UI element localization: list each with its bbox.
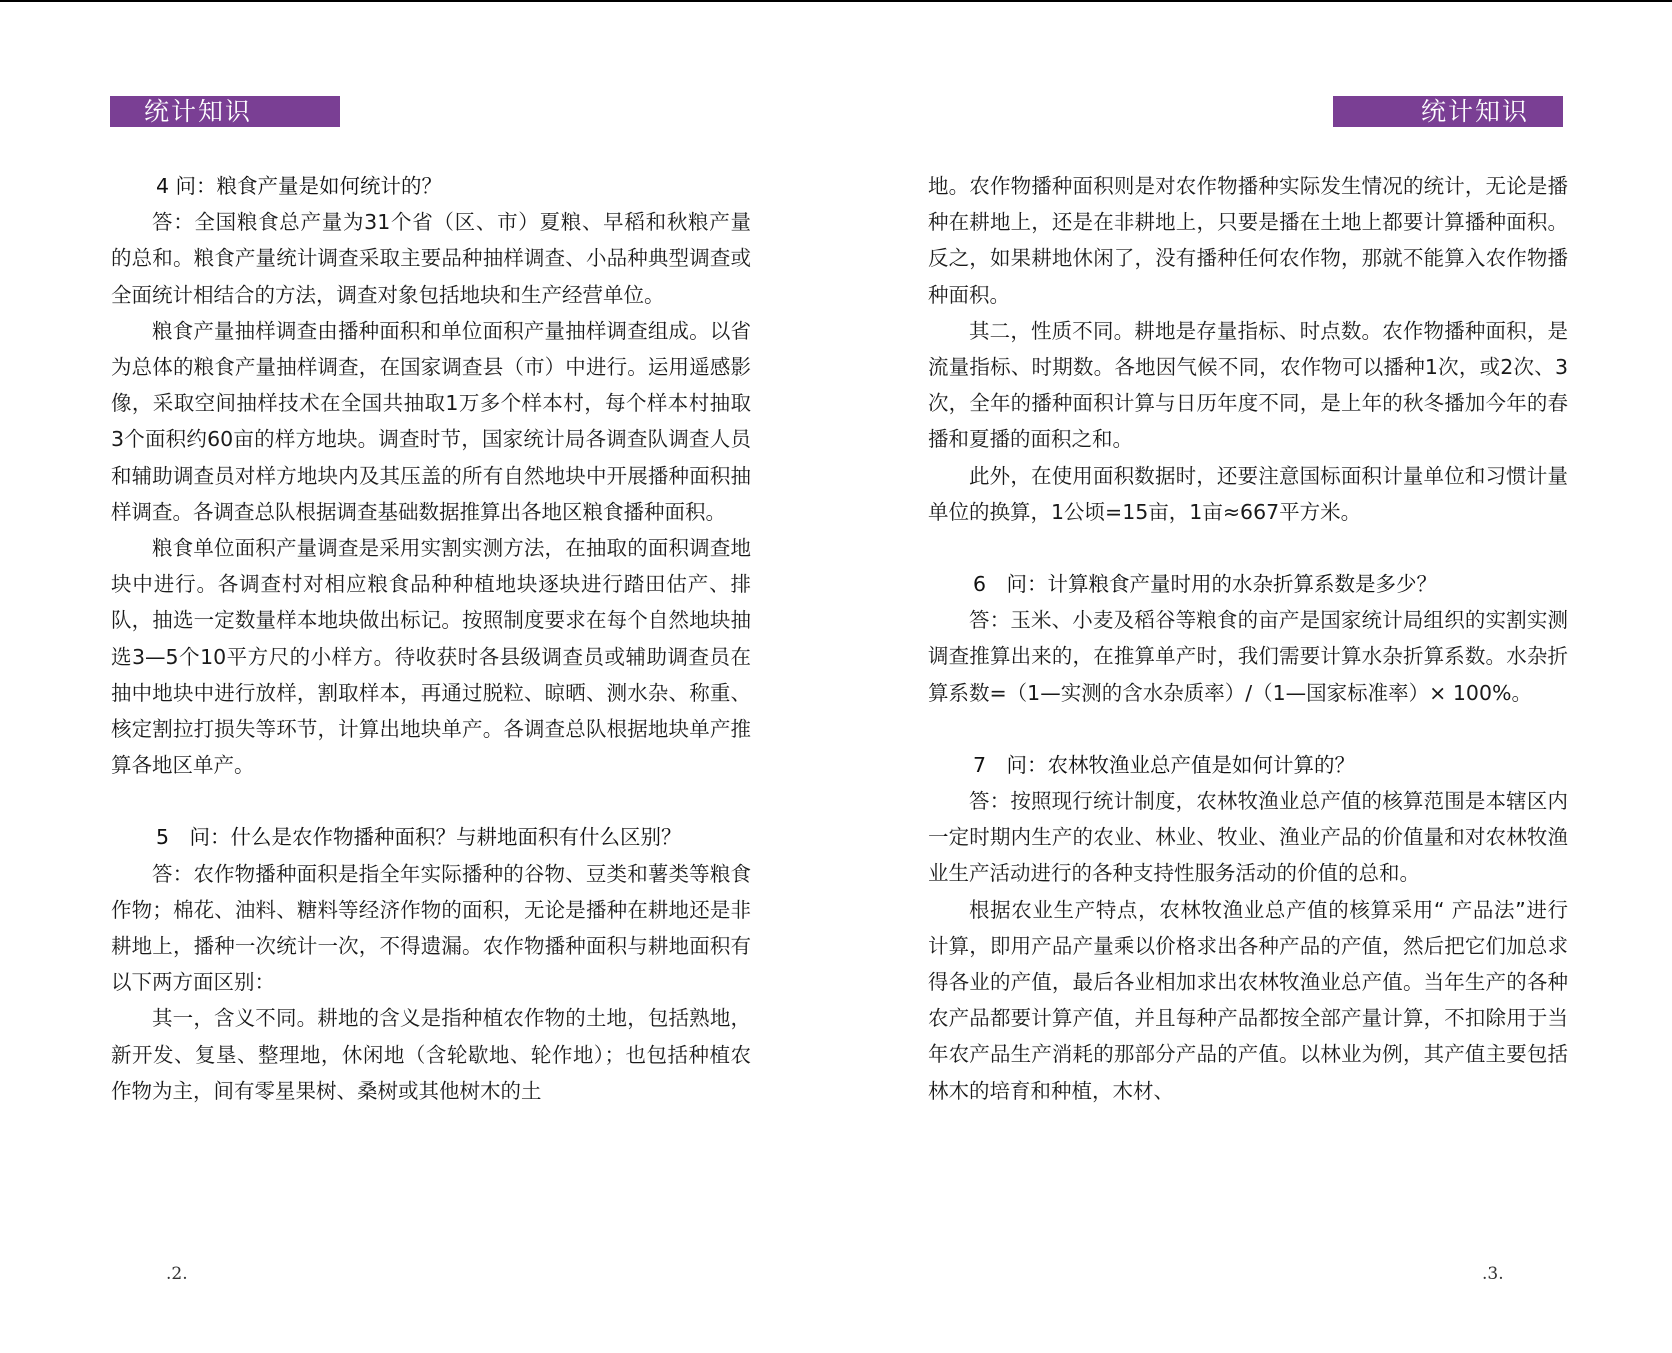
q5-paragraph-definition: 其一，含义不同。耕地的含义是指种植农作物的土地，包括熟地，新开发、复垦、整理地，休闲地（含轮歇地、轮作地）；也包括种植农作物为主，间有零星果树、桑树或其他树木的土: [111, 1006, 751, 1103]
question-5-heading: 5 问：什么是农作物播种面积？与耕地面积有什么区别？: [156, 825, 682, 850]
q4-paragraph-sampling: 粮食产量抽样调查由播种面积和单位面积产量抽样调查组成。以省为总体的粮食产量抽样调查，在国家调查县（市）中进行。运用遥感影像，采取空间抽样技术在全国共抽取1万多个样本村，每个样本村抽取3个面积约60亩的样方地块。调查时节，国家统计局各调查队调查人员和辅助调查员对样方地块内及其压盖的所有自然地块中开展播种面积抽样调查。各调查总队根据调查基础数据推算出各地区粮食播种面积。: [111, 318, 751, 524]
q4-paragraph-yield: 粮食单位面积产量调查是采用实割实测方法，在抽取的面积调查地块中进行。各调查村对相应粮食品种种植地块逐块进行踏田估产、排队，抽选一定数量样本地块做出标记。按照制度要求在每个自然地块抽选3—5个10平方尺的小样方。待收获时各县级调查员或辅助调查员在抽中地块中进行放样，割取样本，再通过脱粒、晾晒、测水杂、称重、核定割拉打损失等环节，计算出地块单产。各调查总队根据地块单产推算各地区单产。: [111, 536, 751, 778]
header-banner: 统计知识: [1333, 96, 1563, 127]
question-4-heading: 4 问：粮食产量是如何统计的？: [156, 174, 443, 198]
right-page-body: [928, 168, 1568, 1109]
question-6-heading: 6 问：计算粮食产量时用的水杂折算系数是多少？: [973, 572, 1438, 597]
q5-paragraph-nature: 其二，性质不同。耕地是存量指标、时点数。农作物播种面积，是流量指标、时期数。各地因气候不同，农作物可以播种1次，或2次、3次，全年的播种面积计算与日历年度不同，是上年的秋冬播加今年的春播和夏播的面积之和。: [928, 318, 1568, 452]
q5-paragraph-units: 此外，在使用面积数据时，还要注意国标面积计量单位和习惯计量单位的换算，1公顷=15亩，1亩≈667平方米。: [928, 463, 1568, 524]
q6-answer-paragraph: 答：玉米、小麦及稻谷等粮食的亩产是国家统计局组织的实割实测调查推算出来的，在推算单产时，我们需要计算水杂折算系数。水杂折算系数=（1—实测的含水杂质率）/（1—国家标准率）× 100%。: [928, 608, 1568, 705]
page-number: .3.: [1482, 1264, 1504, 1284]
q4-answer-paragraph: 答：全国粮食总产量为31个省（区、市）夏粮、早稻和秋粮产量的总和。粮食产量统计调查采取主要品种抽样调查、小品种典型调查或全面统计相结合的方法，调查对象包括地块和生产经营单位。: [111, 210, 751, 307]
page-number: .2.: [166, 1264, 188, 1284]
right-page: [836, 0, 1672, 1353]
question-7-heading: 7 问：农林牧渔业总产值是如何计算的？: [973, 752, 1356, 777]
q5-answer-paragraph: 答：农作物播种面积是指全年实际播种的谷物、豆类和薯类等粮食作物；棉花、油料、糖料等经济作物的面积，无论是播种在耕地还是非耕地上，播种一次统计一次，不得遗漏。农作物播种面积与耕地面积有以下两方面区别：: [111, 861, 751, 995]
q5-continued-paragraph: 地。农作物播种面积则是对农作物播种实际发生情况的统计，无论是播种在耕地上，还是在非耕地上，只要是播在土地上都要计算播种面积。反之，如果耕地休闲了，没有播种任何农作物，那就不能算入农作物播种面积。: [928, 174, 1568, 307]
left-page-body: [111, 168, 751, 1109]
header-banner: 统计知识: [110, 96, 340, 127]
q7-answer-paragraph: 答：按照现行统计制度，农林牧渔业总产值的核算范围是本辖区内一定时期内生产的农业、林业、牧业、渔业产品的价值量和对农林牧渔业生产活动进行的各种支持性服务活动的价值的总和。: [928, 789, 1568, 886]
q7-paragraph-method: 根据农业生产特点，农林牧渔业总产值的核算采用“ 产品法”进行计算，即用产品产量乘以价格求出各种产品的产值，然后把它们加总求得各业的产值，最后各业相加求出农林牧渔业总产值。当年生产的各种农产品都要计算产值，并且每种产品都按全部产量计算，不扣除用于当年农产品生产消耗的那部分产品的产值。以林业为例，其产值主要包括林木的培育和种植，木材、: [928, 897, 1568, 1103]
